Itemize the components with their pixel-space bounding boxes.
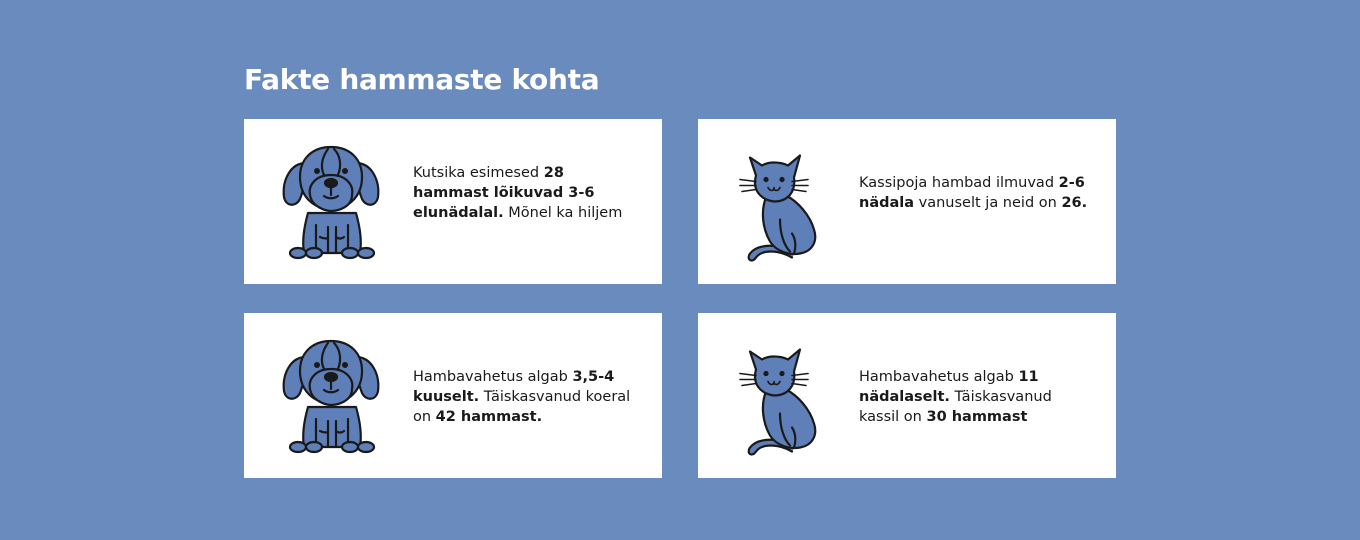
fact-card-puppy-first-teeth [244,119,662,284]
fact-text-segment: vanuselt ja neid on [914,195,1062,211]
fact-text-highlight: 26. [1061,195,1088,211]
dog-icon [276,335,386,455]
fact-card-dog-teeth-change [244,313,662,478]
fact-text-highlight: 3,5-4 kuuselt. [413,369,615,405]
fact-text-highlight: 30 hammast [926,409,1028,425]
cat-icon [734,341,844,461]
fact-text-highlight: 2-6 nädala [859,175,1085,211]
fact-text [859,367,1089,427]
page-title: Fakte hammaste kohta [244,63,600,96]
fact-text-segment: Hambavahetus algab [413,369,573,385]
fact-text-highlight: 11 nädalaselt. [859,369,1039,405]
fact-text-segment: Täiskasvanud koeral on [413,389,631,425]
fact-text-highlight: 42 hammast. [435,409,543,425]
fact-text [413,367,638,427]
fact-text-segment: Hambavahetus algab [859,369,1019,385]
fact-text-segment: Mõnel ka hiljem [503,205,623,221]
fact-card-cat-teeth-change [698,313,1116,478]
fact-text [859,173,1089,213]
fact-card-kitten-first-teeth [698,119,1116,284]
cat-icon [734,147,844,267]
fact-text-segment: Täiskasvanud kassil on [859,389,1052,425]
dog-icon [276,141,386,261]
fact-text-segment: Kutsika esimesed [413,165,544,181]
fact-text-segment: Kassipoja hambad ilmuvad [859,175,1059,191]
fact-text-highlight: 28 hammast lõikuvad 3-6 elunädalal. [413,165,595,221]
fact-text [413,163,638,223]
